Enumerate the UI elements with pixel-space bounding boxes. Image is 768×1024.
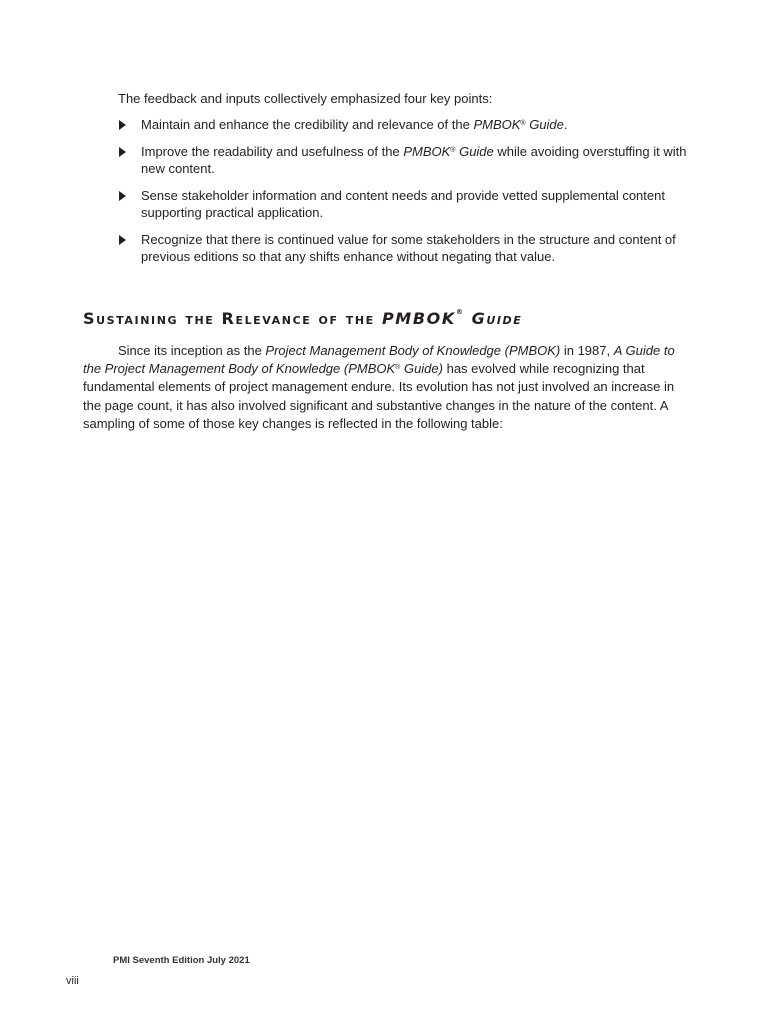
point-text: Improve the readability and usefulness of the PMBOK® Guide while avoiding overstuffing it with new content.	[141, 143, 687, 176]
triangle-bullet-icon	[119, 147, 126, 157]
list-item	[118, 231, 688, 266]
body-paragraph: Since its inception as the Project Management Body of Knowledge (PMBOK) in 1987, A Guide to the Project Management Body of Knowledge (PMBOK® Guide) has evolved while recognizing that fundamental elements of project management endure. Its evolution has not just involved an increase in the page count, it has also involved significant and substantive changes in the nature of the content. A sampling of some of those key changes is reflected in the following table:	[83, 343, 675, 431]
list-item	[118, 187, 688, 222]
point-text: Maintain and enhance the credibility and relevance of the PMBOK® Guide.	[141, 117, 568, 132]
section-heading: Sustaining the Relevance of the PMBOK® Guide	[83, 308, 523, 328]
triangle-bullet-icon	[119, 191, 126, 201]
key-points-list	[118, 116, 688, 275]
point-text: Recognize that there is continued value for some stakeholders in the structure and content of previous editions so that any shifts enhance without negating that value.	[141, 231, 676, 264]
intro-sentence: The feedback and inputs collectively emphasized four key points:	[118, 91, 493, 106]
page-number: viii	[66, 975, 79, 987]
list-item	[118, 143, 688, 178]
triangle-bullet-icon	[119, 235, 126, 245]
list-item	[118, 116, 688, 134]
triangle-bullet-icon	[119, 120, 126, 130]
footer-edition-label: PMI Seventh Edition July 2021	[113, 955, 250, 966]
point-text: Sense stakeholder information and content needs and provide vetted supplemental content supporting practical application.	[141, 187, 665, 220]
